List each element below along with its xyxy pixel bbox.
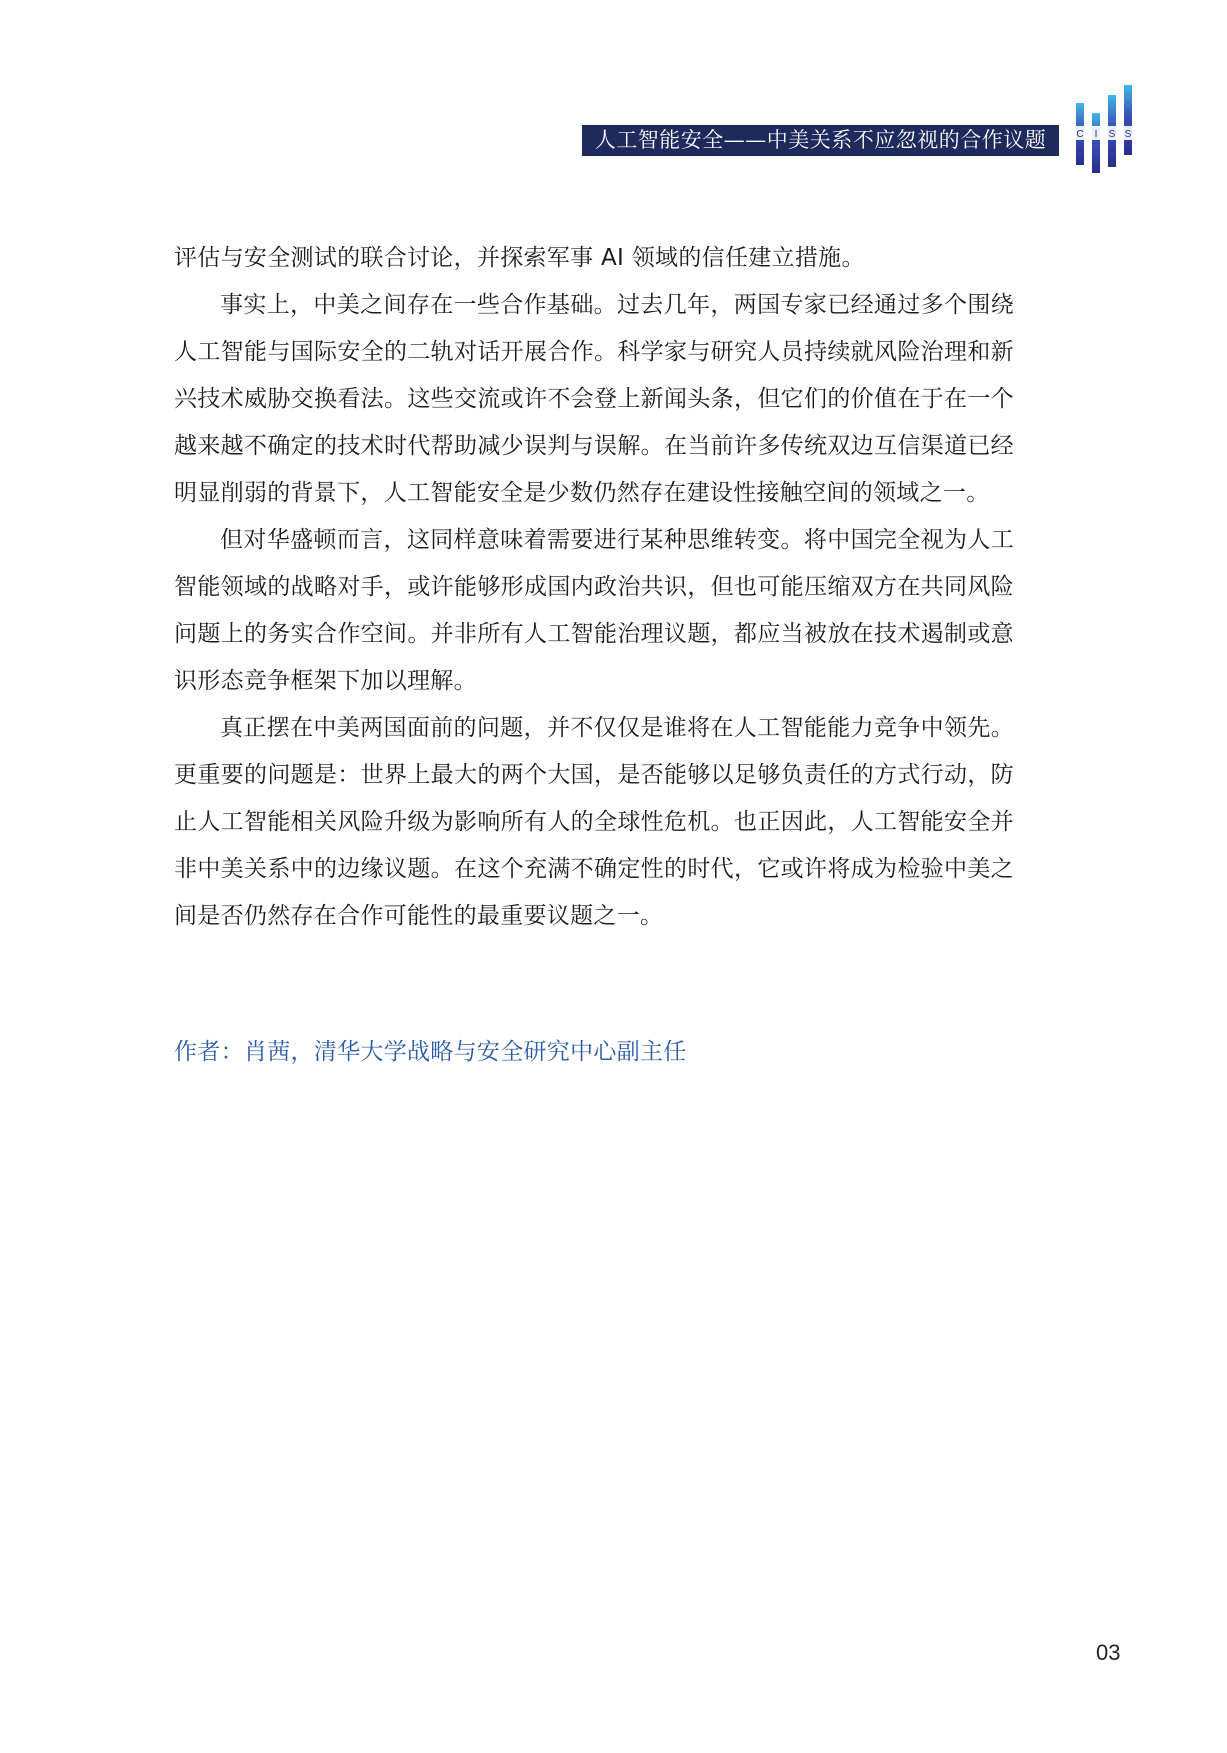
logo-letter-s2: S [1124, 129, 1132, 140]
paragraph-2: 事实上，中美之间存在一些合作基础。过去几年，两国专家已经通过多个围绕人工智能与国际安全的二轨对话开展合作。科学家与研究人员持续就风险治理和新兴技术威胁交换看法。这些交流或许不会登上新闻头条，但它们的价值在于在一个越来越不确定的技术时代帮助减少误判与误解。在当前许多传统双边互信渠道已经明显削弱的背景下，人工智能安全是少数仍然存在建设性接触空间的领域之一。 [174, 292, 1014, 506]
logo-letter-s1: S [1108, 129, 1116, 140]
header-title-bar [582, 125, 1059, 156]
page-number: 03 [1096, 1640, 1121, 1665]
logo-letter-c: C [1076, 129, 1084, 140]
paragraph-3: 但对华盛顿而言，这同样意味着需要进行某种思维转变。将中国完全视为人工智能领域的战略对手，或许能够形成国内政治共识，但也可能压缩双方在共同风险问题上的务实合作空间。并非所有人工智能治理议题，都应当被放在技术遏制或意识形态竞争框架下加以理解。 [174, 527, 1014, 694]
paragraph-1: 评估与安全测试的联合讨论，并探索军事 AI 领域的信任建立措施。 [174, 245, 865, 271]
paragraph-4: 真正摆在中美两国面前的问题，并不仅仅是谁将在人工智能能力竞争中领先。更重要的问题是：世界上最大的两个大国，是否能够以足够负责任的方式行动，防止人工智能相关风险升级为影响所有人的全球性危机。也正因此，人工智能安全并非中美关系中的边缘议题。在这个充满不确定性的时代，它或许将成为检验中美之间是否仍然存在合作可能性的最重要议题之一。 [174, 715, 1014, 929]
logo-bar-2 [1092, 113, 1100, 173]
ciss-logo [1074, 85, 1136, 175]
logo-bar-4 [1124, 85, 1132, 155]
logo-letter-i: I [1094, 129, 1098, 140]
header-title: 人工智能安全——中美关系不应忽视的合作议题 [594, 128, 1047, 152]
article-body [174, 235, 1014, 940]
author-credit: 作者：肖茜，清华大学战略与安全研究中心副主任 [174, 1039, 687, 1065]
